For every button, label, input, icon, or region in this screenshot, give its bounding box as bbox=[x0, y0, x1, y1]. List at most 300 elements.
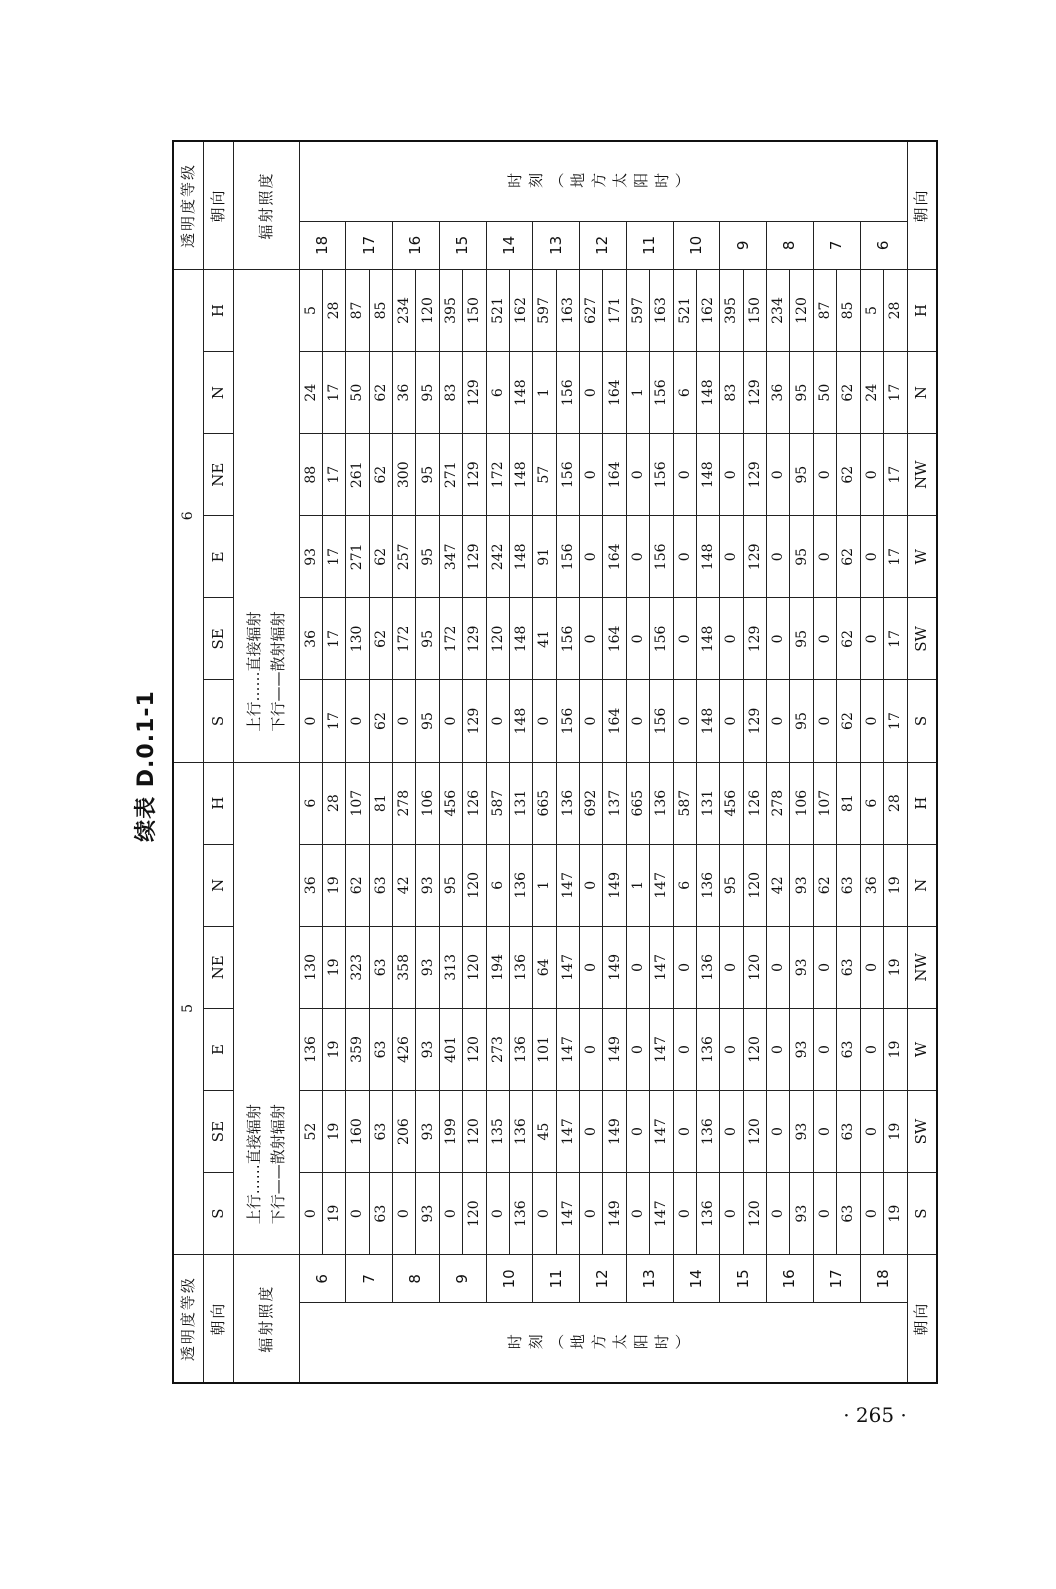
value-cell: 107 bbox=[346, 762, 369, 844]
value-cell: 0 bbox=[860, 1008, 883, 1090]
value-cell: 0 bbox=[486, 1173, 509, 1255]
value-cell: 0 bbox=[580, 844, 603, 926]
direction-label: SW bbox=[907, 1091, 937, 1173]
value-cell: 120 bbox=[790, 269, 813, 351]
value-cell: 0 bbox=[813, 434, 836, 516]
radiation-table bbox=[172, 140, 938, 1384]
value-cell: 172 bbox=[439, 598, 462, 680]
value-cell: 135 bbox=[486, 1091, 509, 1173]
value-cell: 0 bbox=[767, 680, 790, 762]
value-cell: 81 bbox=[369, 762, 392, 844]
value-cell: 0 bbox=[813, 516, 836, 598]
value-cell: 0 bbox=[580, 516, 603, 598]
value-cell: 0 bbox=[626, 926, 649, 1008]
table-row bbox=[767, 141, 790, 1383]
value-cell: 129 bbox=[463, 434, 486, 516]
value-cell: 17 bbox=[322, 598, 345, 680]
direction-label: H bbox=[907, 762, 937, 844]
direction-label: S bbox=[907, 1173, 937, 1255]
value-cell: 6 bbox=[860, 762, 883, 844]
value-cell: 64 bbox=[533, 926, 556, 1008]
value-cell: 162 bbox=[696, 269, 719, 351]
value-cell: 120 bbox=[463, 926, 486, 1008]
value-cell: 1 bbox=[626, 844, 649, 926]
value-cell: 0 bbox=[580, 1091, 603, 1173]
direction-label: NE bbox=[203, 926, 233, 1008]
value-cell: 395 bbox=[720, 269, 743, 351]
value-cell: 17 bbox=[883, 680, 907, 762]
orientation-label: 朝向 bbox=[907, 141, 937, 269]
table-row bbox=[626, 141, 649, 1383]
value-cell: 0 bbox=[813, 1091, 836, 1173]
value-cell: 597 bbox=[533, 269, 556, 351]
value-cell: 0 bbox=[767, 1091, 790, 1173]
direction-label: S bbox=[203, 1173, 233, 1255]
value-cell: 0 bbox=[813, 598, 836, 680]
value-cell: 129 bbox=[743, 598, 766, 680]
time-label-text bbox=[507, 1335, 696, 1350]
value-cell: 194 bbox=[486, 926, 509, 1008]
value-cell: 0 bbox=[860, 1091, 883, 1173]
value-cell: 0 bbox=[860, 926, 883, 1008]
value-cell: 395 bbox=[439, 269, 462, 351]
time-char: 刻 bbox=[528, 171, 549, 190]
table-row bbox=[696, 141, 719, 1383]
value-cell: 156 bbox=[556, 598, 579, 680]
value-cell: 106 bbox=[416, 762, 439, 844]
direction-header-row bbox=[203, 141, 233, 1383]
value-cell: 148 bbox=[509, 516, 532, 598]
value-cell: 147 bbox=[556, 1008, 579, 1090]
value-cell: 0 bbox=[673, 1008, 696, 1090]
value-cell: 0 bbox=[720, 1091, 743, 1173]
value-cell: 147 bbox=[556, 844, 579, 926]
value-cell: 36 bbox=[767, 352, 790, 434]
value-cell: 17 bbox=[883, 352, 907, 434]
irradiance-label: 辐射照度 bbox=[233, 141, 299, 269]
value-cell: 136 bbox=[509, 1173, 532, 1255]
table-row bbox=[299, 141, 322, 1383]
value-cell: 126 bbox=[463, 762, 486, 844]
time-label-right bbox=[299, 141, 907, 221]
value-cell: 148 bbox=[509, 598, 532, 680]
value-cell: 136 bbox=[509, 844, 532, 926]
value-cell: 62 bbox=[837, 434, 860, 516]
value-cell: 88 bbox=[299, 434, 322, 516]
value-cell: 62 bbox=[369, 598, 392, 680]
value-cell: 147 bbox=[556, 1173, 579, 1255]
value-cell: 1 bbox=[626, 352, 649, 434]
table-row bbox=[837, 141, 860, 1383]
transparency-grade-label: 透明度等级 bbox=[173, 141, 203, 269]
irradiance-header-row bbox=[233, 141, 299, 1383]
direction-label: SE bbox=[203, 1091, 233, 1173]
value-cell: 0 bbox=[580, 926, 603, 1008]
hour-label: 13 bbox=[533, 221, 580, 269]
value-cell: 456 bbox=[720, 762, 743, 844]
value-cell: 62 bbox=[837, 516, 860, 598]
hour-label: 7 bbox=[813, 221, 860, 269]
value-cell: 261 bbox=[346, 434, 369, 516]
value-cell: 300 bbox=[393, 434, 416, 516]
grade-header-row bbox=[173, 141, 203, 1383]
value-cell: 0 bbox=[393, 680, 416, 762]
value-cell: 156 bbox=[650, 434, 673, 516]
value-cell: 17 bbox=[322, 516, 345, 598]
value-cell: 5 bbox=[299, 269, 322, 351]
value-cell: 426 bbox=[393, 1008, 416, 1090]
value-cell: 62 bbox=[369, 516, 392, 598]
value-cell: 163 bbox=[556, 269, 579, 351]
hour-label: 14 bbox=[673, 1255, 720, 1303]
value-cell: 120 bbox=[743, 1008, 766, 1090]
direction-label: S bbox=[907, 680, 937, 762]
value-cell: 17 bbox=[883, 516, 907, 598]
table-row bbox=[883, 141, 907, 1383]
value-cell: 0 bbox=[673, 1091, 696, 1173]
value-cell: 0 bbox=[673, 516, 696, 598]
value-cell: 147 bbox=[556, 926, 579, 1008]
value-cell: 0 bbox=[720, 680, 743, 762]
value-cell: 36 bbox=[860, 844, 883, 926]
value-cell: 0 bbox=[626, 516, 649, 598]
value-cell: 147 bbox=[650, 926, 673, 1008]
legend-upper: 上行……直接辐射 bbox=[245, 1104, 263, 1225]
value-cell: 41 bbox=[533, 598, 556, 680]
hour-label: 15 bbox=[720, 1255, 767, 1303]
value-cell: 148 bbox=[696, 680, 719, 762]
value-cell: 0 bbox=[860, 434, 883, 516]
irradiance-label: 辐射照度 bbox=[233, 1255, 299, 1383]
table-row bbox=[416, 141, 439, 1383]
time-char: 时 bbox=[654, 171, 675, 190]
value-cell: 0 bbox=[346, 1173, 369, 1255]
value-cell: 120 bbox=[743, 1173, 766, 1255]
value-cell: 627 bbox=[580, 269, 603, 351]
value-cell: 148 bbox=[509, 352, 532, 434]
hour-label: 18 bbox=[299, 221, 346, 269]
value-cell: 0 bbox=[767, 516, 790, 598]
value-cell: 149 bbox=[603, 926, 626, 1008]
value-cell: 0 bbox=[860, 598, 883, 680]
value-cell: 164 bbox=[603, 352, 626, 434]
table-row bbox=[650, 141, 673, 1383]
table-row bbox=[439, 141, 462, 1383]
value-cell: 87 bbox=[813, 269, 836, 351]
value-cell: 0 bbox=[580, 1173, 603, 1255]
value-cell: 521 bbox=[486, 269, 509, 351]
legend-lower: 下行——散射辐射 bbox=[269, 1104, 287, 1225]
value-cell: 156 bbox=[650, 680, 673, 762]
value-cell: 0 bbox=[580, 1008, 603, 1090]
value-cell: 63 bbox=[837, 1008, 860, 1090]
value-cell: 278 bbox=[767, 762, 790, 844]
value-cell: 42 bbox=[393, 844, 416, 926]
value-cell: 17 bbox=[883, 434, 907, 516]
table-row bbox=[720, 141, 743, 1383]
value-cell: 63 bbox=[369, 844, 392, 926]
value-cell: 5 bbox=[860, 269, 883, 351]
value-cell: 93 bbox=[790, 926, 813, 1008]
value-cell: 136 bbox=[696, 844, 719, 926]
value-cell: 19 bbox=[322, 1008, 345, 1090]
direction-label: N bbox=[203, 352, 233, 434]
value-cell: 0 bbox=[813, 1173, 836, 1255]
value-cell: 129 bbox=[743, 516, 766, 598]
hour-label: 10 bbox=[486, 1255, 533, 1303]
value-cell: 172 bbox=[393, 598, 416, 680]
time-char: 方 bbox=[591, 171, 612, 190]
value-cell: 136 bbox=[509, 1008, 532, 1090]
value-cell: 137 bbox=[603, 762, 626, 844]
value-cell: 62 bbox=[837, 598, 860, 680]
hour-label: 6 bbox=[860, 221, 907, 269]
value-cell: 0 bbox=[299, 1173, 322, 1255]
value-cell: 6 bbox=[299, 762, 322, 844]
value-cell: 95 bbox=[416, 434, 439, 516]
value-cell: 6 bbox=[673, 844, 696, 926]
hour-label: 12 bbox=[580, 1255, 627, 1303]
value-cell: 62 bbox=[369, 434, 392, 516]
value-cell: 129 bbox=[463, 352, 486, 434]
value-cell: 149 bbox=[603, 1008, 626, 1090]
value-cell: 163 bbox=[650, 269, 673, 351]
value-cell: 156 bbox=[556, 434, 579, 516]
value-cell: 95 bbox=[416, 516, 439, 598]
value-cell: 147 bbox=[650, 1091, 673, 1173]
value-cell: 6 bbox=[486, 352, 509, 434]
value-cell: 199 bbox=[439, 1091, 462, 1173]
orientation-label: 朝向 bbox=[203, 141, 233, 269]
value-cell: 93 bbox=[416, 844, 439, 926]
legend-grade-6 bbox=[233, 269, 299, 762]
value-cell: 120 bbox=[486, 598, 509, 680]
time-char: （ bbox=[549, 171, 570, 190]
value-cell: 120 bbox=[743, 844, 766, 926]
value-cell: 257 bbox=[393, 516, 416, 598]
value-cell: 234 bbox=[393, 269, 416, 351]
direction-label: N bbox=[203, 844, 233, 926]
value-cell: 148 bbox=[696, 516, 719, 598]
value-cell: 120 bbox=[463, 1091, 486, 1173]
direction-label: NW bbox=[907, 434, 937, 516]
hour-label: 8 bbox=[767, 221, 814, 269]
value-cell: 93 bbox=[416, 1091, 439, 1173]
hour-label: 17 bbox=[813, 1255, 860, 1303]
table-row bbox=[322, 141, 345, 1383]
direction-label: S bbox=[203, 680, 233, 762]
orientation-label: 朝向 bbox=[203, 1255, 233, 1383]
value-cell: 0 bbox=[299, 680, 322, 762]
time-char: ） bbox=[675, 171, 696, 190]
value-cell: 147 bbox=[556, 1091, 579, 1173]
value-cell: 83 bbox=[439, 352, 462, 434]
direction-label: H bbox=[203, 269, 233, 351]
grade-label: 5 bbox=[173, 762, 203, 1255]
value-cell: 0 bbox=[767, 598, 790, 680]
value-cell: 101 bbox=[533, 1008, 556, 1090]
value-cell: 120 bbox=[463, 1008, 486, 1090]
value-cell: 0 bbox=[673, 598, 696, 680]
value-cell: 149 bbox=[603, 1091, 626, 1173]
value-cell: 28 bbox=[883, 269, 907, 351]
value-cell: 95 bbox=[790, 680, 813, 762]
hour-label: 17 bbox=[346, 221, 393, 269]
value-cell: 597 bbox=[626, 269, 649, 351]
value-cell: 271 bbox=[439, 434, 462, 516]
legend-upper: 上行……直接辐射 bbox=[245, 611, 263, 732]
value-cell: 164 bbox=[603, 680, 626, 762]
rotated-table-wrapper bbox=[172, 140, 938, 1384]
value-cell: 0 bbox=[626, 1008, 649, 1090]
table-title: 续表 D.0.1-1 bbox=[134, 690, 159, 842]
value-cell: 156 bbox=[650, 352, 673, 434]
value-cell: 665 bbox=[626, 762, 649, 844]
page-number: · 265 · bbox=[843, 1403, 907, 1427]
value-cell: 147 bbox=[650, 1173, 673, 1255]
table-row bbox=[790, 141, 813, 1383]
value-cell: 63 bbox=[369, 1008, 392, 1090]
value-cell: 0 bbox=[720, 516, 743, 598]
value-cell: 156 bbox=[650, 516, 673, 598]
value-cell: 0 bbox=[720, 1008, 743, 1090]
value-cell: 665 bbox=[533, 762, 556, 844]
value-cell: 19 bbox=[322, 926, 345, 1008]
value-cell: 136 bbox=[299, 1008, 322, 1090]
value-cell: 0 bbox=[393, 1173, 416, 1255]
value-cell: 1 bbox=[533, 844, 556, 926]
time-char: 刻 bbox=[528, 1333, 549, 1352]
time-char: 阳 bbox=[633, 171, 654, 190]
value-cell: 0 bbox=[346, 680, 369, 762]
hour-label: 18 bbox=[860, 1255, 907, 1303]
value-cell: 42 bbox=[767, 844, 790, 926]
time-char: 阳 bbox=[633, 1333, 654, 1352]
value-cell: 106 bbox=[790, 762, 813, 844]
value-cell: 120 bbox=[416, 269, 439, 351]
value-cell: 52 bbox=[299, 1091, 322, 1173]
value-cell: 36 bbox=[299, 598, 322, 680]
value-cell: 36 bbox=[393, 352, 416, 434]
direction-label: NE bbox=[203, 434, 233, 516]
value-cell: 36 bbox=[299, 844, 322, 926]
value-cell: 164 bbox=[603, 516, 626, 598]
value-cell: 0 bbox=[813, 680, 836, 762]
value-cell: 93 bbox=[416, 926, 439, 1008]
value-cell: 1 bbox=[533, 352, 556, 434]
table-row bbox=[580, 141, 603, 1383]
time-char: 时 bbox=[654, 1333, 675, 1352]
value-cell: 0 bbox=[720, 1173, 743, 1255]
value-cell: 156 bbox=[556, 516, 579, 598]
value-cell: 62 bbox=[346, 844, 369, 926]
direction-label: SW bbox=[907, 598, 937, 680]
time-char: 太 bbox=[612, 171, 633, 190]
value-cell: 45 bbox=[533, 1091, 556, 1173]
value-cell: 271 bbox=[346, 516, 369, 598]
value-cell: 63 bbox=[369, 926, 392, 1008]
value-cell: 17 bbox=[322, 352, 345, 434]
table-row bbox=[533, 141, 556, 1383]
value-cell: 62 bbox=[837, 352, 860, 434]
value-cell: 273 bbox=[486, 1008, 509, 1090]
value-cell: 156 bbox=[556, 680, 579, 762]
value-cell: 81 bbox=[837, 762, 860, 844]
value-cell: 0 bbox=[673, 680, 696, 762]
value-cell: 85 bbox=[837, 269, 860, 351]
value-cell: 148 bbox=[696, 434, 719, 516]
value-cell: 0 bbox=[720, 926, 743, 1008]
hour-label: 6 bbox=[299, 1255, 346, 1303]
hour-label: 16 bbox=[393, 221, 440, 269]
value-cell: 136 bbox=[696, 1008, 719, 1090]
value-cell: 131 bbox=[509, 762, 532, 844]
value-cell: 120 bbox=[463, 844, 486, 926]
value-cell: 17 bbox=[322, 680, 345, 762]
value-cell: 93 bbox=[416, 1173, 439, 1255]
value-cell: 0 bbox=[673, 1173, 696, 1255]
hour-label: 8 bbox=[393, 1255, 440, 1303]
value-cell: 93 bbox=[790, 1173, 813, 1255]
value-cell: 130 bbox=[346, 598, 369, 680]
value-cell: 136 bbox=[696, 926, 719, 1008]
value-cell: 148 bbox=[696, 598, 719, 680]
value-cell: 278 bbox=[393, 762, 416, 844]
time-label-left bbox=[299, 1303, 907, 1383]
value-cell: 129 bbox=[743, 434, 766, 516]
value-cell: 62 bbox=[837, 680, 860, 762]
value-cell: 6 bbox=[673, 352, 696, 434]
value-cell: 95 bbox=[790, 352, 813, 434]
footer-direction-row bbox=[907, 141, 937, 1383]
value-cell: 120 bbox=[743, 1091, 766, 1173]
table-row bbox=[369, 141, 392, 1383]
hour-label: 10 bbox=[673, 221, 720, 269]
value-cell: 150 bbox=[743, 269, 766, 351]
value-cell: 19 bbox=[883, 1008, 907, 1090]
table-row bbox=[673, 141, 696, 1383]
value-cell: 19 bbox=[883, 926, 907, 1008]
value-cell: 95 bbox=[439, 844, 462, 926]
value-cell: 95 bbox=[416, 598, 439, 680]
table-row bbox=[743, 141, 766, 1383]
time-char: 地 bbox=[570, 171, 591, 190]
time-char: 时 bbox=[507, 1333, 528, 1352]
value-cell: 587 bbox=[486, 762, 509, 844]
hour-label: 9 bbox=[720, 221, 767, 269]
table-row bbox=[603, 141, 626, 1383]
value-cell: 63 bbox=[369, 1173, 392, 1255]
direction-label: NW bbox=[907, 926, 937, 1008]
value-cell: 129 bbox=[463, 598, 486, 680]
value-cell: 95 bbox=[720, 844, 743, 926]
time-char: 地 bbox=[570, 1333, 591, 1352]
value-cell: 120 bbox=[743, 926, 766, 1008]
value-cell: 172 bbox=[486, 434, 509, 516]
value-cell: 19 bbox=[322, 1173, 345, 1255]
value-cell: 0 bbox=[720, 434, 743, 516]
direction-label: N bbox=[907, 844, 937, 926]
transparency-grade-label: 透明度等级 bbox=[173, 1255, 203, 1383]
value-cell: 63 bbox=[369, 1091, 392, 1173]
value-cell: 171 bbox=[603, 269, 626, 351]
value-cell: 95 bbox=[790, 434, 813, 516]
hour-label: 16 bbox=[767, 1255, 814, 1303]
value-cell: 0 bbox=[626, 1091, 649, 1173]
value-cell: 0 bbox=[580, 680, 603, 762]
value-cell: 148 bbox=[509, 434, 532, 516]
hour-label: 13 bbox=[626, 1255, 673, 1303]
